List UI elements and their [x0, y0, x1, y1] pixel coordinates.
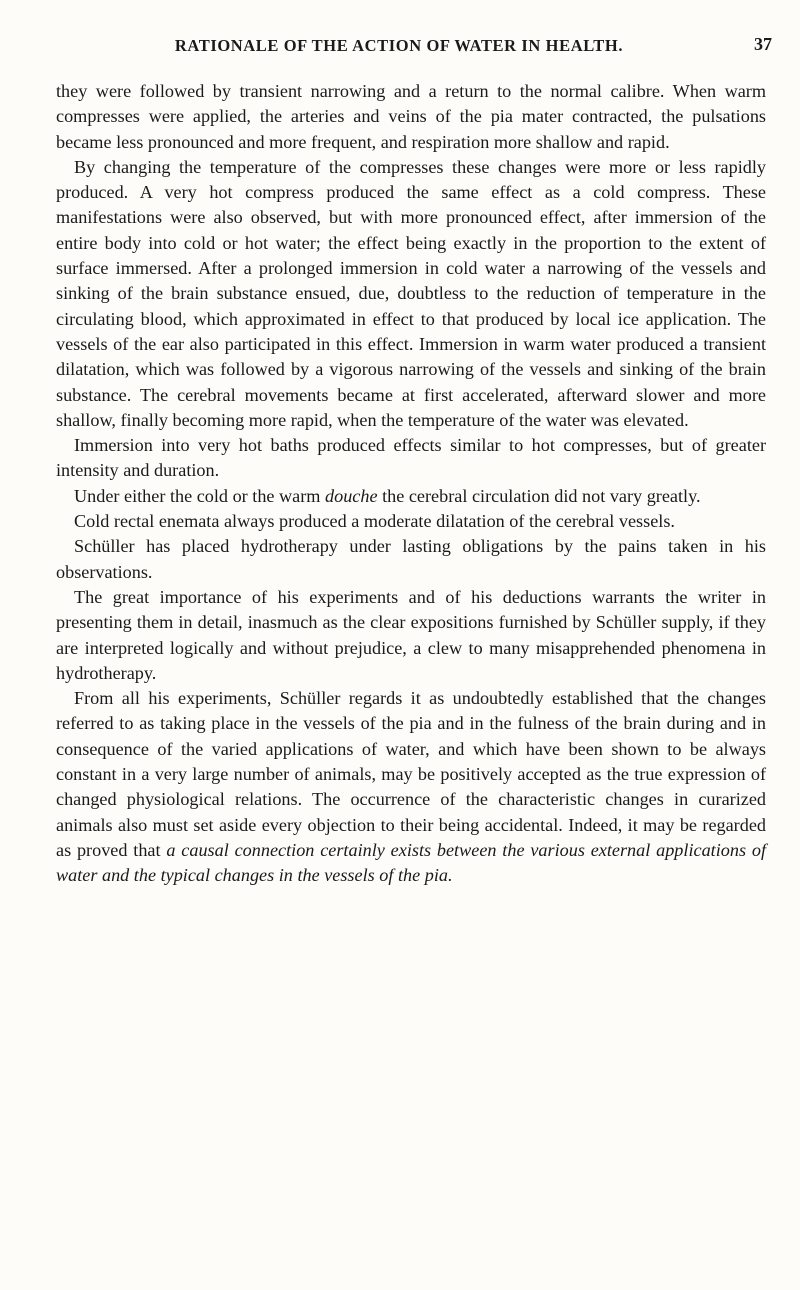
paragraph — [56, 686, 766, 888]
paragraph-text: Under either the cold or the warm — [74, 485, 325, 506]
page-number: 37 — [754, 34, 772, 54]
paragraph — [56, 155, 766, 433]
paragraph — [56, 433, 766, 484]
paragraph-text: Immersion into very hot baths produced effects similar to hot compresses, but of greater intensity and duration. — [56, 435, 766, 481]
paragraph — [56, 585, 766, 686]
italic-term: douche — [325, 485, 378, 506]
paragraph-text: The great importance of his experiments and of his deductions warrants the writer in presenting them in detail, inasmuch as the clear expositions furnished by Schüller supply, if they are interpreted logically and without prejudice, a clew to many misapprehended phenomena in hydrotherapy. — [56, 586, 766, 683]
paragraph — [56, 79, 766, 155]
body-text — [56, 79, 766, 889]
paragraph-text: they were followed by transient narrowing and a return to the normal calibre. When warm compresses were applied, the arteries and veins of the pia mater contracted, the pulsations became less pronounced and more frequent, and respiration more shallow and rapid. — [56, 81, 766, 152]
paragraph — [56, 509, 766, 534]
paragraph-text: By changing the temperature of the compresses these changes were more or less rapidly produced. A very hot compress produced the same effect as a cold compress. These manifestations were also observed, but with more pronounced effect, after immersion of the entire body into cold or hot water; the effect being exactly in the proportion to the extent of surface immersed. After a prolonged immersion in cold water a narrowing of the vessels and sinking of the brain substance ensued, due, doubtless to the reduction of temperature in the circulating blood, which approximated in effect to that produced by local ice application. The vessels of the ear also participated in this effect. Immersion in warm water produced a transient dilatation, which was followed by a vigorous narrowing of the vessels and sinking of the brain substance. The cerebral movements became at first accelerated, afterward slower and more shallow, finally becoming more rapid, when the temperature of the water was elevated. — [56, 156, 766, 430]
italic-conclusion: a causal connection certainly exists between the various external applications of water and the typical changes in the vessels of the pia. — [56, 839, 767, 886]
paragraph-text: the cerebral circulation did not vary greatly. — [377, 485, 701, 506]
paragraph-text: Schüller has placed hydrotherapy under lasting obligations by the pains taken in his observations. — [56, 536, 766, 582]
paragraph-text: Cold rectal enemata always produced a moderate dilatation of the cerebral vessels. — [74, 511, 675, 532]
running-head — [86, 36, 772, 60]
running-title: RATIONALE OF THE ACTION OF WATER IN HEALTH. — [174, 36, 624, 55]
paragraph-text: From all his experiments, Schüller regards it as undoubtedly established that the changes referred to as taking place in the vessels of the pia and in the fulness of the brain during and in consequence of the varied applications of water, and which have been shown to be always constant in a very large number of animals, may be positively accepted as the true expression of changed physiological relations. The occurrence of the characteristic changes in curarized animals also must set aside every objection to their being accidental. Indeed, it may be regarded as proved that — [56, 688, 766, 860]
paragraph — [56, 534, 766, 585]
paragraph — [56, 484, 766, 509]
